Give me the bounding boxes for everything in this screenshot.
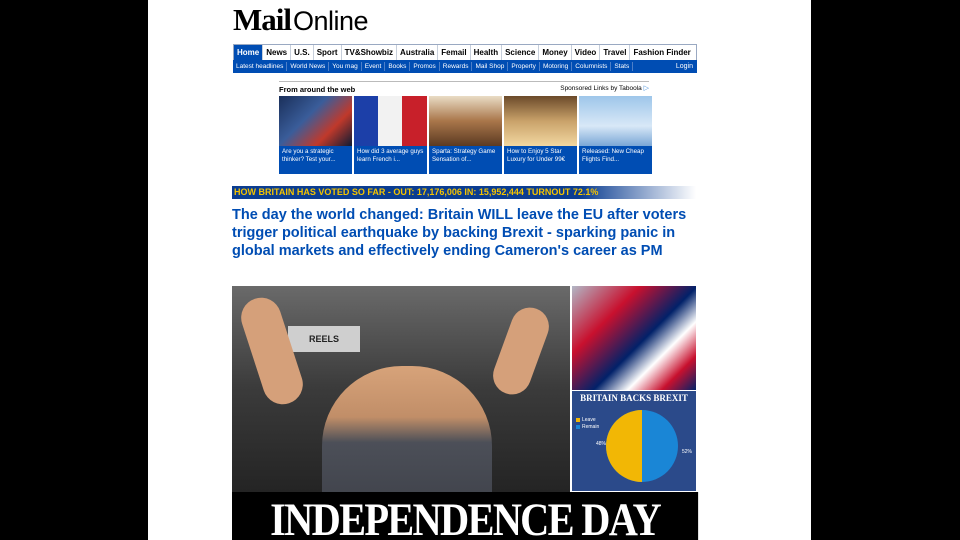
promo-card[interactable] <box>429 96 502 174</box>
nav-item-video[interactable]: Video <box>572 45 601 60</box>
nav-item-sport[interactable]: Sport <box>314 45 342 60</box>
subnav-item-latest-headlines[interactable]: Latest headlines <box>233 62 287 71</box>
main-nav <box>233 44 697 61</box>
promo-caption[interactable]: Sparta: Strategy Game Sensation of... <box>429 146 502 174</box>
subnav-item-promos[interactable]: Promos <box>410 62 439 71</box>
nav-item-travel[interactable]: Travel <box>600 45 630 60</box>
reels-sign: REELS <box>288 326 360 352</box>
nav-item-money[interactable]: Money <box>539 45 571 60</box>
subnav-item-motoring[interactable]: Motoring <box>540 62 572 71</box>
subnav-item-event[interactable]: Event <box>362 62 386 71</box>
subnav-item-stats[interactable]: Stats <box>611 62 633 71</box>
promo-card[interactable] <box>354 96 427 174</box>
promo-image[interactable] <box>354 96 427 146</box>
union-flag-photo[interactable] <box>572 286 696 390</box>
sponsored-label: Sponsored Links by Taboola <box>560 85 642 92</box>
promo-caption[interactable]: How did 3 average guys learn French i... <box>354 146 427 174</box>
nav-item-tvshowbiz[interactable]: TV&Showbiz <box>342 45 397 60</box>
subnav-item-books[interactable]: Books <box>385 62 410 71</box>
pie-chart <box>572 391 696 491</box>
page <box>148 0 811 540</box>
promo-caption[interactable]: Released: New Cheap Flights Find... <box>579 146 652 174</box>
promo-card[interactable] <box>579 96 652 174</box>
promo-caption[interactable]: Are you a strategic thinker? Test your... <box>279 146 352 174</box>
login-link[interactable]: Login <box>675 63 693 70</box>
brexit-chart-title: BRITAIN BACKS BREXIT <box>580 393 688 403</box>
subnav-item-world-news[interactable]: World News <box>287 62 329 71</box>
from-around-web-title: From around the web <box>279 85 356 94</box>
legend-leave: Leave <box>582 417 596 423</box>
subnav-item-mail-shop[interactable]: Mail Shop <box>472 62 508 71</box>
pie-label-right: 52% <box>682 449 693 455</box>
logo-mail: Mail <box>233 2 291 37</box>
article-headline[interactable]: The day the world changed: Britain WILL leave the EU after voters trigger political earthquake by backing Brexit - sparking panic in global markets and effectively ending Cameron's career as PM <box>232 207 687 259</box>
subnav-item-property[interactable]: Property <box>508 62 540 71</box>
vote-ticker[interactable]: HOW BRITAIN HAS VOTED SO FAR - OUT: 17,176,006 IN: 15,952,444 TURNOUT 72.1% <box>232 186 696 199</box>
pie-label-left: 48% <box>596 441 607 447</box>
nav-item-health[interactable]: Health <box>471 45 502 60</box>
raised-arm-right <box>488 302 554 400</box>
independence-day-banner[interactable]: INDEPENDENCE DAY <box>232 492 698 540</box>
promo-image[interactable] <box>429 96 502 146</box>
nav-item-australia[interactable]: Australia <box>397 45 438 60</box>
nav-item-news[interactable]: News <box>263 45 291 60</box>
adchoices-icon[interactable]: ▷ <box>643 85 649 92</box>
subnav-item-columnists[interactable]: Columnists <box>572 62 611 71</box>
promo-card[interactable] <box>279 96 352 174</box>
nav-item-femail[interactable]: Femail <box>438 45 470 60</box>
subnav-item-you-mag[interactable]: You mag <box>329 62 361 71</box>
mailonline-logo[interactable] <box>233 2 369 37</box>
from-around-web-header <box>279 81 649 96</box>
nav-item-home[interactable]: Home <box>234 45 263 60</box>
nav-item-fashion-finder[interactable]: Fashion Finder <box>633 48 691 57</box>
brexit-chart-thumbnail[interactable] <box>572 391 696 491</box>
nav-item-science[interactable]: Science <box>502 45 539 60</box>
promo-image[interactable] <box>504 96 577 146</box>
subnav-item-rewards[interactable]: Rewards <box>440 62 473 71</box>
promo-card[interactable] <box>504 96 577 174</box>
sub-nav <box>233 60 697 73</box>
pie-slice-leave <box>606 410 642 482</box>
promo-strip <box>279 96 651 174</box>
promo-image[interactable] <box>579 96 652 146</box>
logo-online: Online <box>293 6 369 36</box>
sponsored-links[interactable] <box>560 84 649 92</box>
promo-image[interactable] <box>279 96 352 146</box>
promo-caption[interactable]: How to Enjoy 5 Star Luxury for Under 99€ <box>504 146 577 174</box>
nav-item-us[interactable]: U.S. <box>291 45 314 60</box>
legend-remain: Remain <box>582 424 600 430</box>
